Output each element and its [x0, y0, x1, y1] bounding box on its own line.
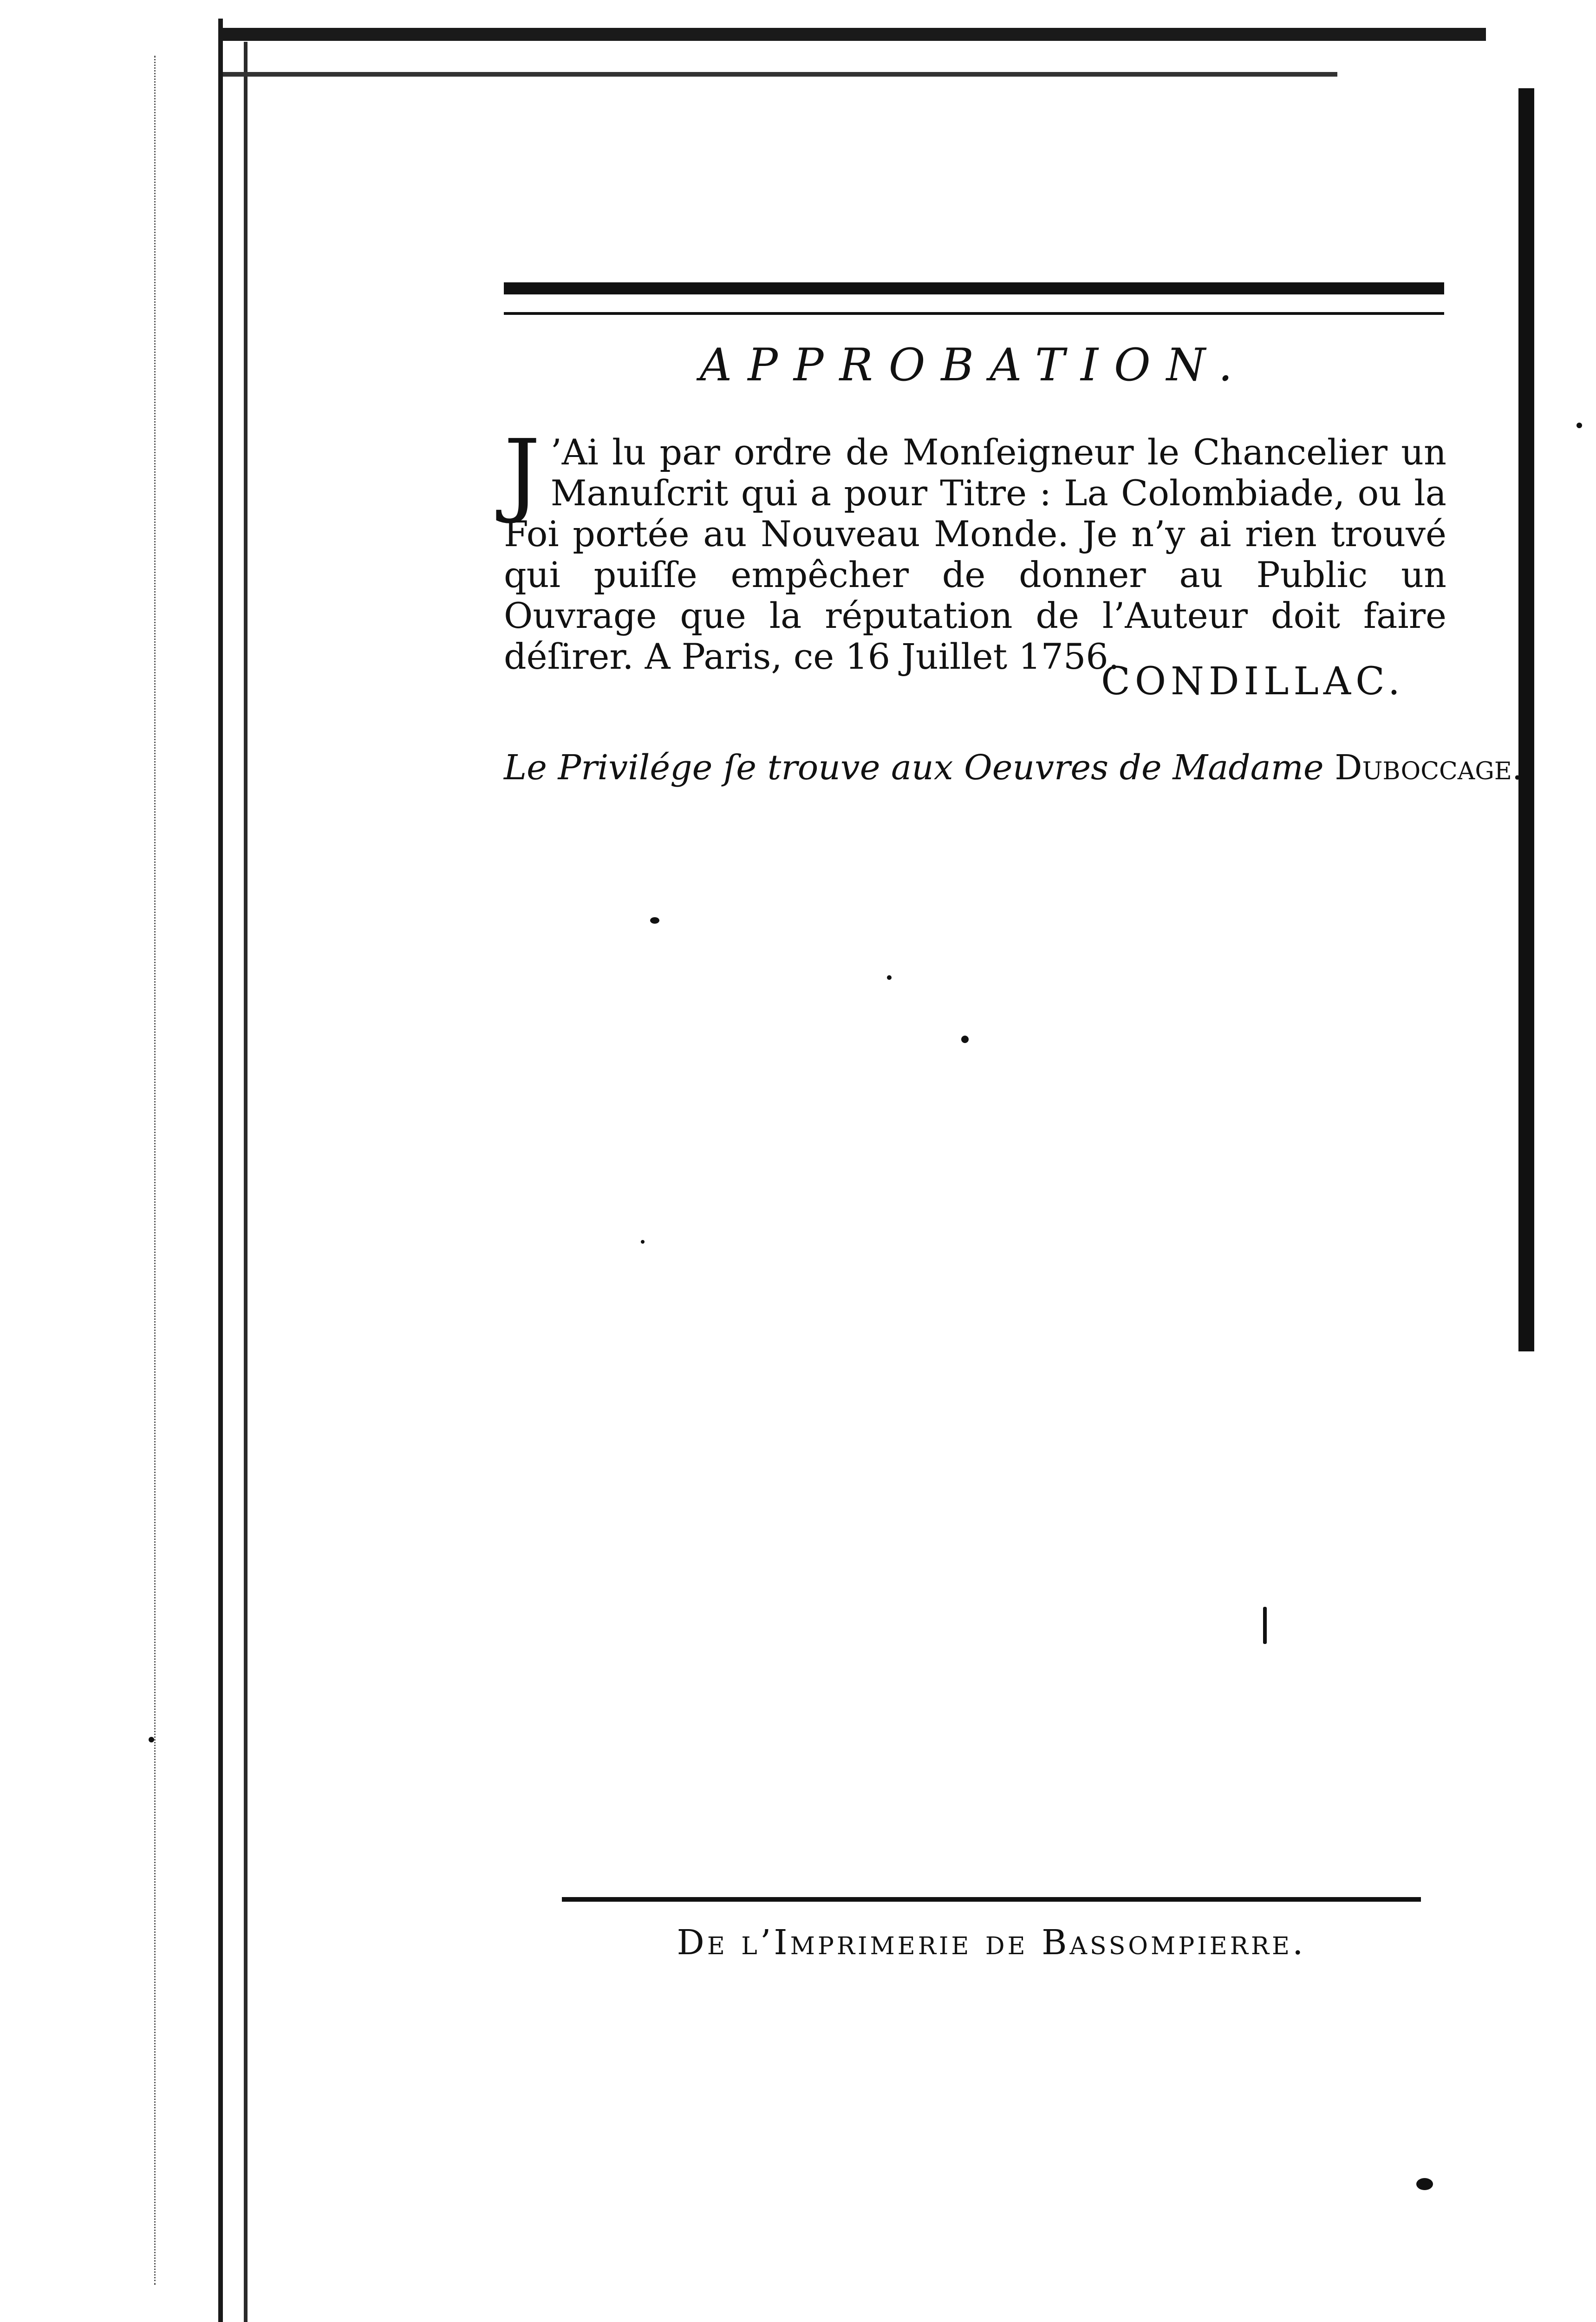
ink-mark [1263, 1607, 1267, 1644]
page-edge-shadow-top-inner [223, 72, 1337, 77]
ink-speck [887, 975, 892, 980]
approval-paragraph [504, 420, 1446, 677]
page-edge-shadow-left [218, 19, 223, 2322]
page-edge-dotted-left [154, 56, 157, 2285]
privilege-text: Le Privilége ſe trouve aux Oeuvres de Madame [504, 748, 1324, 788]
ink-speck [641, 1240, 645, 1244]
ink-speck [149, 1737, 154, 1742]
page-edge-shadow-top [223, 28, 1486, 41]
ink-speck [1416, 2178, 1433, 2190]
top-double-rule [504, 282, 1444, 315]
ink-speck [961, 1036, 969, 1043]
ink-speck [1576, 423, 1582, 428]
bottom-rule [562, 1897, 1421, 1902]
censor-signature: CONDILLAC. [1101, 659, 1405, 704]
page-title: APPROBATION. [699, 339, 1249, 391]
printer-imprint: De l’Imprimerie de Bassompierre. [677, 1923, 1306, 1963]
page-edge-shadow-left-inner [244, 42, 248, 2322]
privilege-line [504, 748, 1523, 788]
page-edge-shadow-right [1518, 88, 1534, 1351]
privilege-author-name: Duboccage. [1335, 748, 1523, 788]
ink-speck [650, 917, 659, 924]
approval-text: ’Ai lu par ordre de Monſeigneur le Chancelier un Manuſcrit qui a pour Titre : La Colombiade, ou la Foi portée au Nouveau Monde. Je n’y ai rien trouvé qui puiſſe empêcher de donner au Public un Ouvrage que la réputation de l’Auteur doit faire déſirer. A Paris, ce 16 Juillet 1756. [504, 431, 1446, 677]
drop-cap: J [504, 420, 541, 526]
